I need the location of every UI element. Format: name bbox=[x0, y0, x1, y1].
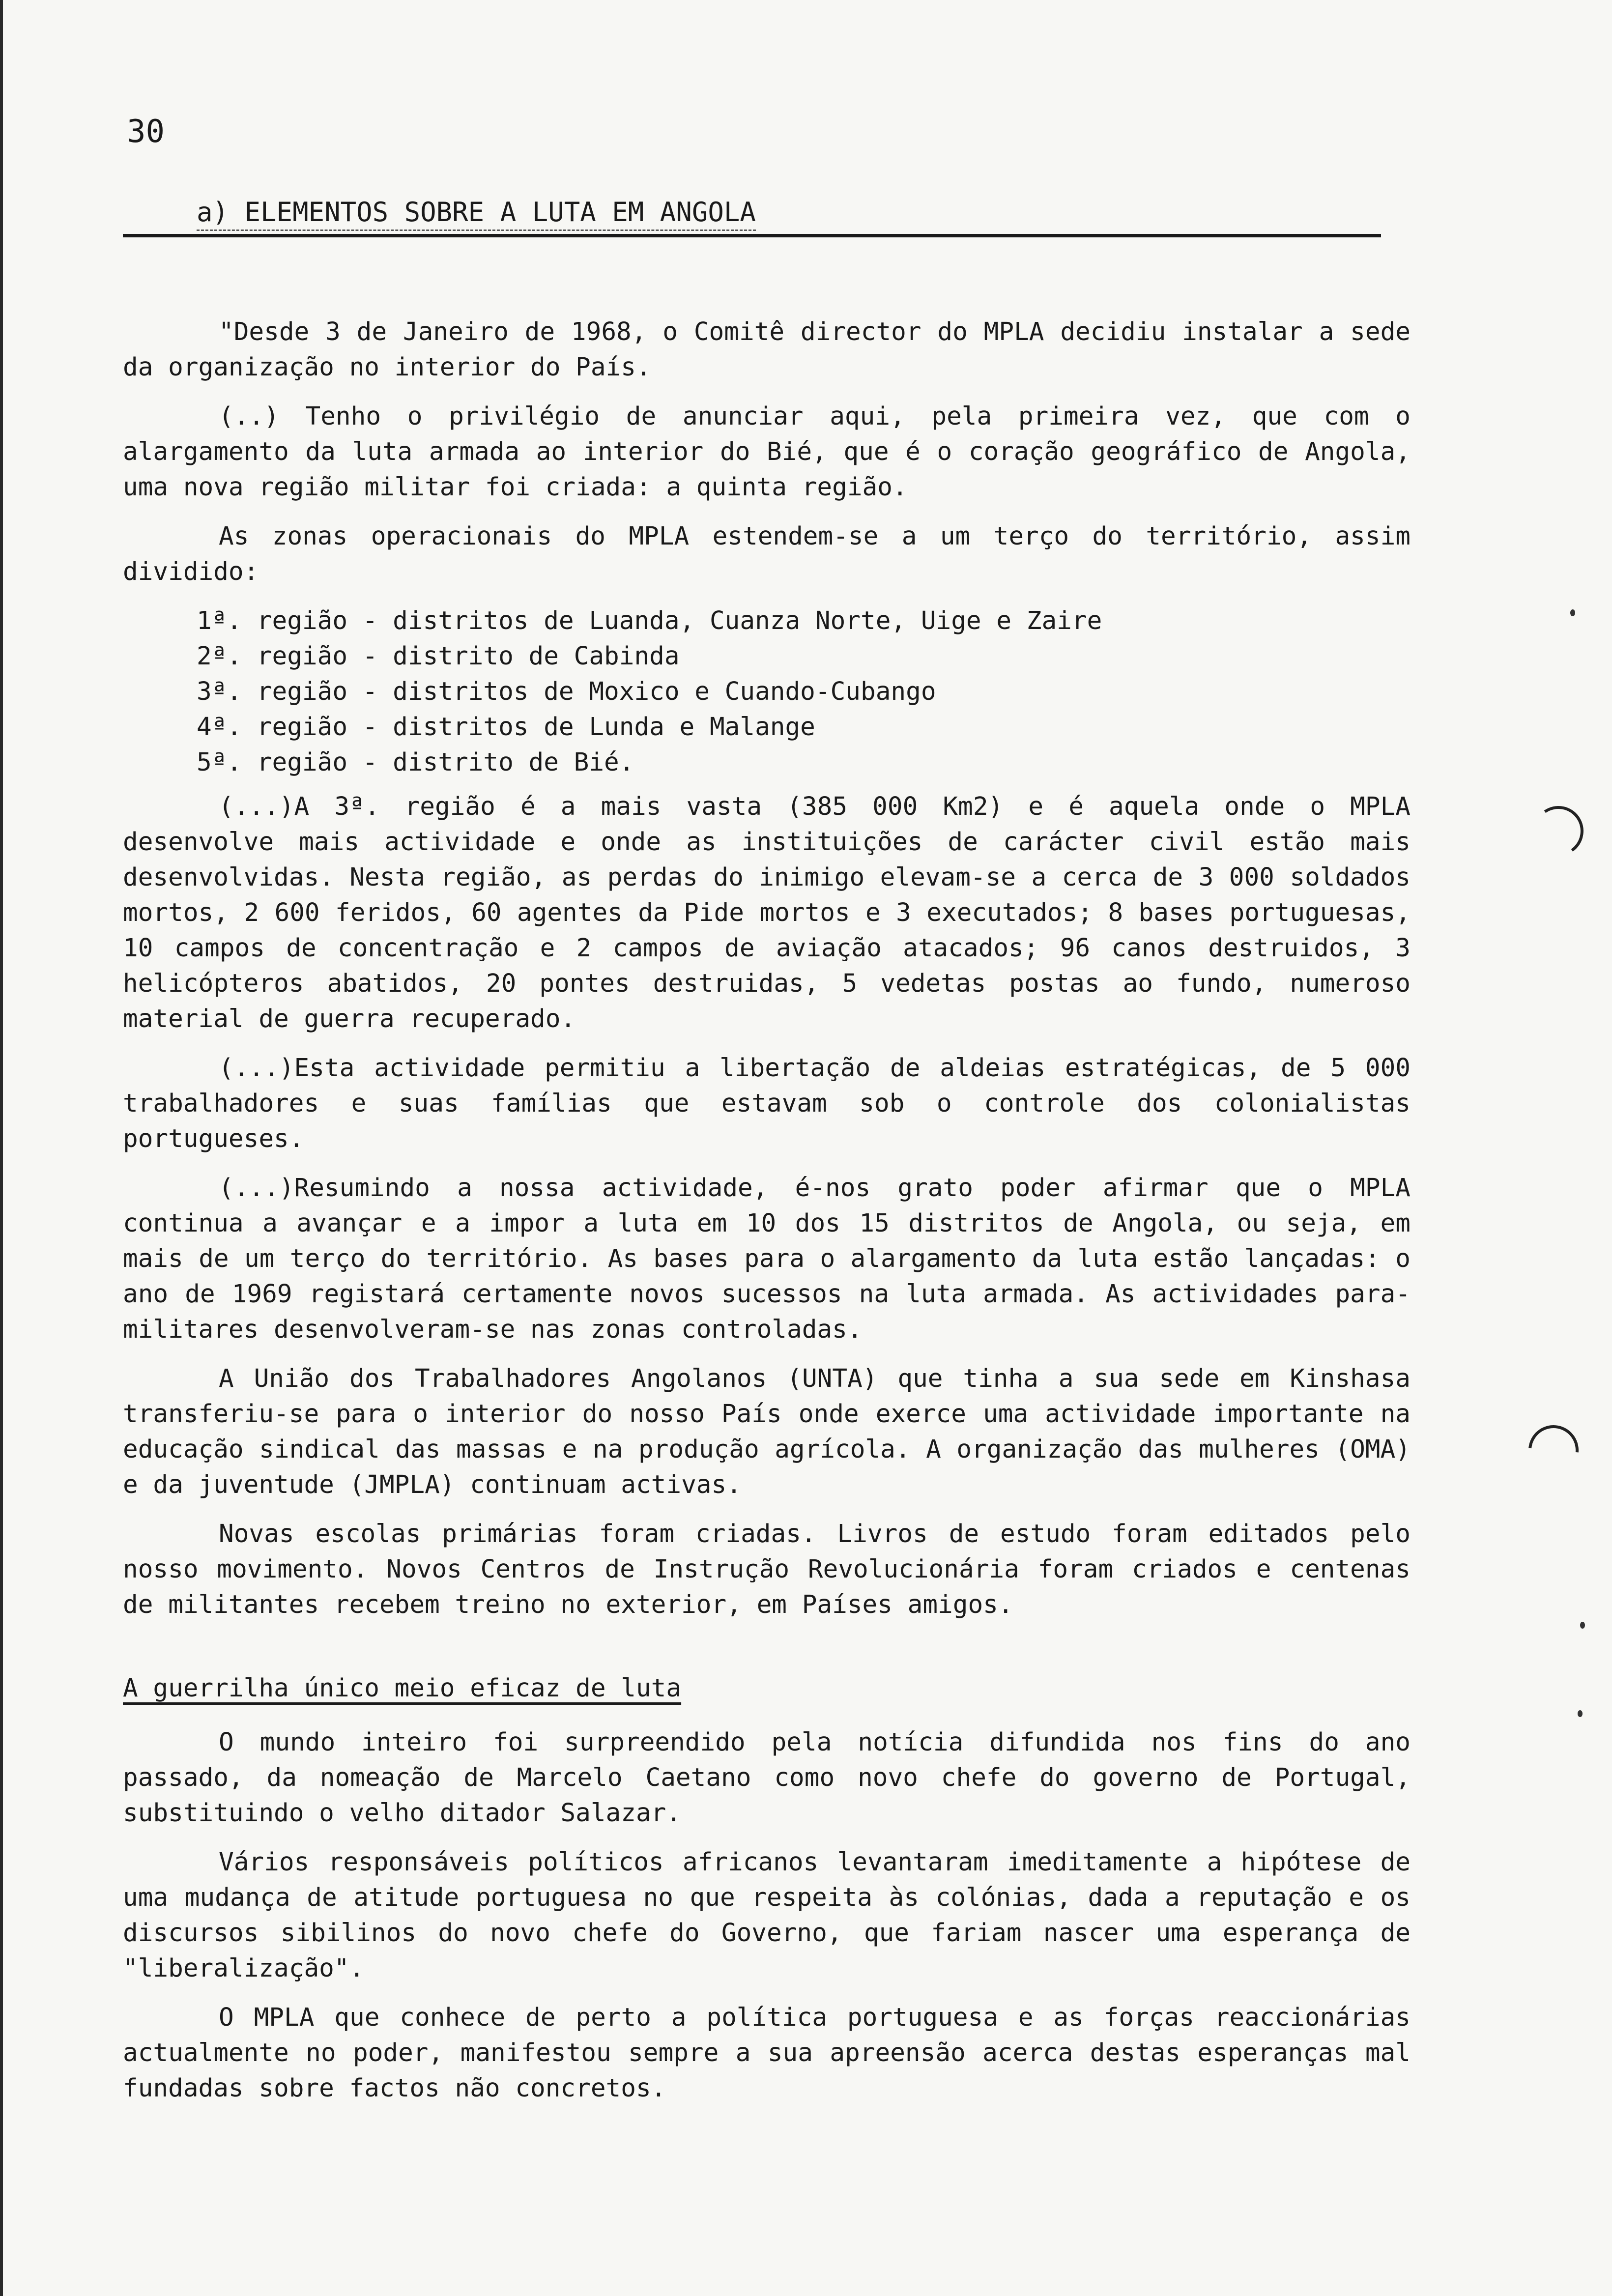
region-item-3: 3ª. região - distritos de Moxico e Cuando-Cubango bbox=[197, 677, 936, 706]
region-list bbox=[123, 603, 1410, 780]
margin-dot bbox=[1578, 1710, 1583, 1717]
paragraph-11: O MPLA que conhece de perto a política portuguesa e as forças reaccionárias actualmente no poder, manifestou sempre a sua apreensão acerca destas esperanças mal fundadas sobre factos não concretos. bbox=[123, 2003, 1410, 2103]
paragraph-7: A União dos Trabalhadores Angolanos (UNTA) que tinha a sua sede em Kinshasa transferiu-se para o interior do nosso País onde exerce uma actividade importante na educação sindical das massas e na produção agrícola. A organização das mulheres (OMA) e da juventude (JMPLA) continuam activas. bbox=[123, 1364, 1410, 1499]
paragraph-4: (...)A 3ª. região é a mais vasta (385 000 Km2) e é aquela onde o MPLA desenvolve mais actividade e onde as instituições de carácter civil estão mais desenvolvidas. Nesta região, as perdas do inimigo elevam-se a cerca de 3 000 soldados mortos, 2 600 feridos, 60 agentes da Pide mortos e 3 executados; 8 bases portuguesas, 10 campos de concentração e 2 campos de aviação atacados; 96 canos destruidos, 3 helicópteros abatidos, 20 pontes destruidas, 5 vedetas postas ao fundo, numeroso material de guerra recuperado. bbox=[123, 792, 1410, 1033]
subsection-title: A guerrilha único meio eficaz de luta bbox=[123, 1674, 682, 1703]
region-item-2: 2ª. região - distrito de Cabinda bbox=[197, 642, 680, 671]
margin-mark-bottom bbox=[1518, 1415, 1589, 1486]
margin-dot bbox=[1570, 609, 1575, 616]
paragraph-9: O mundo inteiro foi surpreendido pela notícia difundida nos fins do ano passado, da nomeação de Marcelo Caetano como novo chefe do governo de Portugal, substituindo o velho ditador Salazar. bbox=[123, 1728, 1410, 1828]
region-item-1: 1ª. região - distritos de Luanda, Cuanza Norte, Uige e Zaire bbox=[197, 606, 1102, 635]
paragraph-8: Novas escolas primárias foram criadas. Livros de estudo foram editados pelo nosso movimento. Novos Centros de Instrução Revolucionária foram criados e centenas de militantes recebem treino no exterior, em Países amigos. bbox=[123, 1520, 1410, 1619]
paragraph-2: (..) Tenho o privilégio de anunciar aqui, pela primeira vez, que com o alargamento da luta armada ao interior do Bié, que é o coração geográfico de Angola, uma nova região militar foi criada: a quinta região. bbox=[123, 402, 1410, 502]
margin-dot bbox=[1580, 1622, 1585, 1629]
document-body bbox=[123, 315, 1410, 2120]
region-item-4: 4ª. região - distritos de Lunda e Malange bbox=[197, 713, 815, 742]
paragraph-5: (...)Esta actividade permitiu a libertação de aldeias estratégicas, de 5 000 trabalhadores e suas famílias que estavam sob o controle dos colonialistas portugueses. bbox=[123, 1054, 1410, 1153]
section-header-text: a) ELEMENTOS SOBRE A LUTA EM ANGOLA bbox=[197, 197, 756, 231]
margin-mark-top bbox=[1529, 802, 1587, 860]
paragraph-3: As zonas operacionais do MPLA estendem-se a um terço do território, assim dividido: bbox=[123, 522, 1410, 586]
section-header bbox=[123, 197, 1381, 237]
page-edge-shadow bbox=[0, 0, 3, 2296]
paragraph-1: "Desde 3 de Janeiro de 1968, o Comitê director do MPLA decidiu instalar a sede da organização no interior do País. bbox=[123, 317, 1410, 382]
region-item-5: 5ª. região - distrito de Bié. bbox=[197, 748, 634, 777]
paragraph-6: (...)Resumindo a nossa actividade, é-nos grato poder afirmar que o MPLA continua a avançar e a impor a luta em 10 dos 15 distritos de Angola, ou seja, em mais de um terço do território. As bases para o alargamento da luta estão lançadas: o ano de 1969 registará certamente novos sucessos na luta armada. As actividades para-militares desenvolveram-se nas zonas controladas. bbox=[123, 1174, 1410, 1344]
paragraph-10: Vários responsáveis políticos africanos levantaram imeditamente a hipótese de uma mudança de atitude portuguesa no que respeita às colónias, dada a reputação e os discursos sibilinos do novo chefe do Governo, que fariam nascer uma esperança de "liberalização". bbox=[123, 1848, 1410, 1983]
page-number: 30 bbox=[127, 114, 165, 150]
